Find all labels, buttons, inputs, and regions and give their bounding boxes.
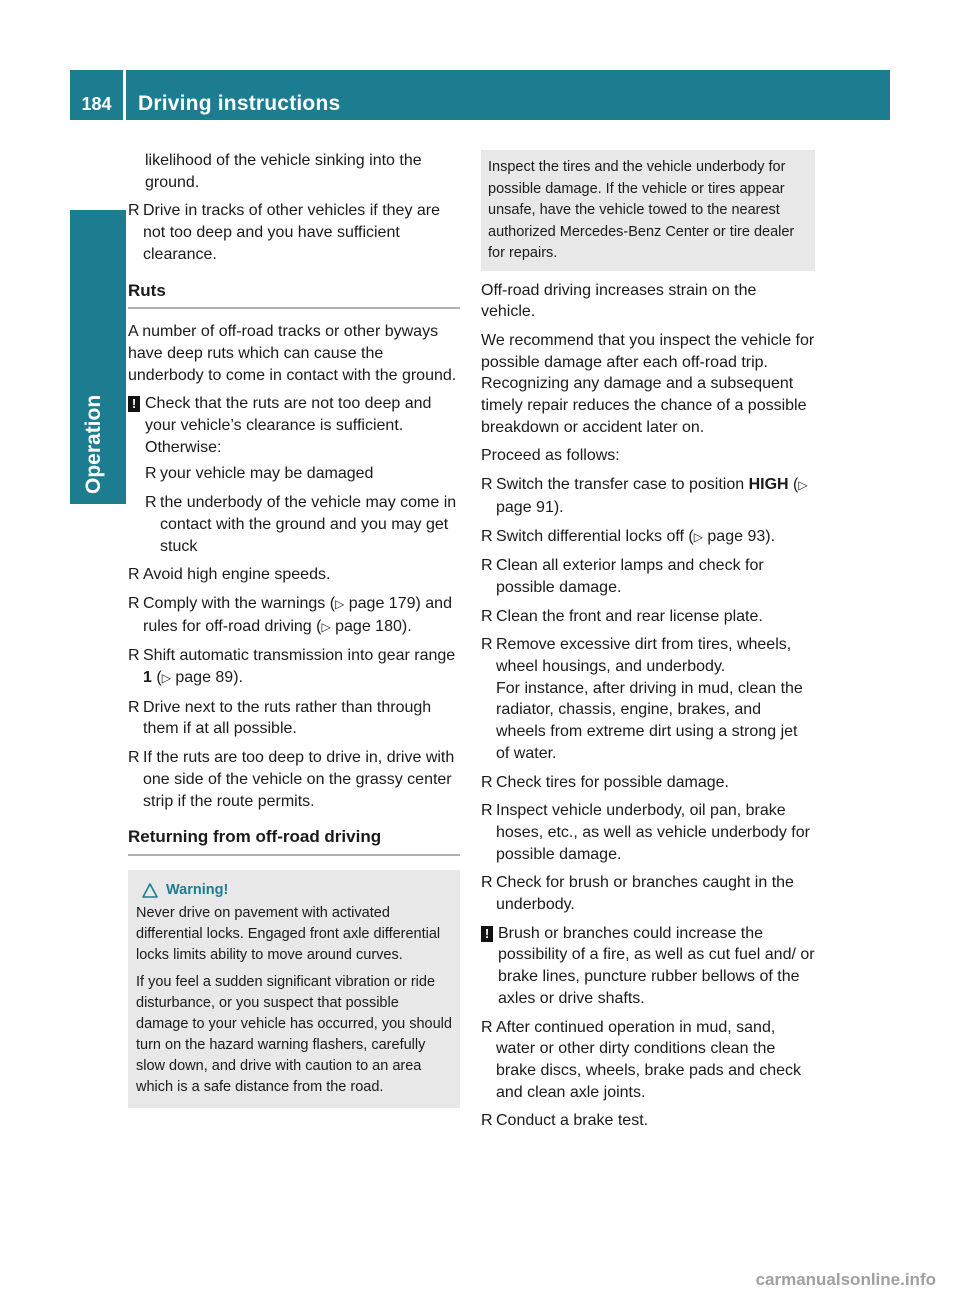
- list-item: [128, 593, 460, 638]
- list-item: [481, 800, 815, 865]
- position-value: HIGH: [748, 476, 789, 494]
- list-item-text: your vehicle may be damaged: [160, 465, 374, 483]
- page-ref-arrow-icon: ▷: [161, 671, 171, 686]
- note-sublist: [145, 463, 460, 557]
- bullet-mark: R: [481, 1112, 493, 1130]
- page-header: [70, 70, 890, 120]
- bullet-mark: R: [481, 802, 493, 820]
- page-ref-arrow-icon: ▷: [335, 596, 345, 611]
- page-ref-arrow-icon: ▷: [321, 619, 331, 634]
- list-item-text: [143, 647, 455, 686]
- warning-triangle-icon: [142, 883, 158, 898]
- info-box: [481, 150, 815, 271]
- gear-range-value: 1: [143, 669, 152, 687]
- bullet-mark: R: [481, 874, 493, 892]
- list-item: [481, 606, 815, 628]
- bullet-mark: R: [481, 557, 493, 575]
- list-item-text: the underbody of the vehicle may come in contact with the ground and you may get stuck: [160, 494, 457, 555]
- list-item: [481, 474, 815, 518]
- list-item-text: [143, 595, 452, 635]
- note-text: Brush or branches could increase the possibility of a fire, as well as cut fuel and/ or brake lines, puncture rubber bellows of the axles or drive shafts.: [498, 924, 815, 1007]
- text-segment: Shift automatic transmission into gear range: [143, 647, 456, 665]
- paragraph: Off-road driving increases strain on the vehicle.: [481, 281, 757, 321]
- brush-note: [481, 923, 815, 1010]
- warning-paragraph: If you feel a sudden significant vibration or ride disturbance, or you suspect that possible damage to your vehicle has occurred, you should turn on the hazard warning flashers, carefully slow down, and drive with caution to an area which is a safe distance from the road.: [136, 973, 452, 1095]
- bullet-mark: R: [145, 465, 157, 483]
- page-ref-link[interactable]: page 89).: [170, 669, 243, 687]
- bullet-mark: R: [145, 494, 157, 512]
- page-ref-arrow-icon: ▷: [693, 529, 703, 544]
- page-ref-link[interactable]: page 93).: [702, 527, 776, 545]
- left-column: [128, 150, 460, 1108]
- info-text: Inspect the tires and the vehicle underbody for possible damage. If the vehicle or tires appear unsafe, have the vehicle towed to the nearest authorized Mercedes-Benz Center or tire dealer for repairs.: [488, 159, 795, 261]
- list-item-text: Drive in tracks of other vehicles if they are not too deep and you have sufficient clearance.: [143, 202, 441, 263]
- bullet-mark: R: [481, 527, 493, 545]
- intro-continuation: likelihood of the vehicle sinking into the ground.: [145, 152, 422, 191]
- bullet-mark: R: [128, 698, 140, 716]
- page-ref-link[interactable]: page 91).: [496, 498, 564, 516]
- returning-heading: Returning from off-road driving: [128, 826, 460, 856]
- list-item: [128, 697, 460, 740]
- warning-title-text: Warning!: [166, 881, 229, 898]
- warning-box: [128, 870, 460, 1108]
- list-item-text: Check for brush or branches caught in the underbody.: [496, 874, 794, 914]
- text-segment: (: [151, 669, 162, 687]
- bullet-mark: R: [481, 1018, 493, 1036]
- list-item-text: [496, 636, 803, 762]
- page-ref-link[interactable]: page 179) and rules for off-road driving (: [143, 594, 452, 635]
- bullet-mark: R: [128, 202, 140, 220]
- page-title: Driving instructions: [138, 92, 341, 115]
- warning-paragraph: Never drive on pavement with activated differential locks. Engaged front axle differential locks limits ability to move around curves.: [136, 904, 441, 963]
- paragraph: We recommend that you inspect the vehicle for possible damage after each off-road trip. Recognizing any damage and a subsequent timely repair reduces the chance of a possible breakdown or accident later on.: [481, 331, 815, 436]
- text-segment: Comply with the warnings (: [143, 594, 336, 612]
- list-item-text: Inspect vehicle underbody, oil pan, brake hoses, etc., as well as vehicle underbody for possible damage.: [496, 802, 810, 863]
- list-item-text: Avoid high engine speeds.: [143, 566, 331, 584]
- list-item: [481, 526, 815, 549]
- exclamation-icon: !: [481, 926, 493, 942]
- text-segment: For instance, after driving in mud, clean the radiator, chassis, engine, brakes, and wheels from extreme dirt using a strong jet of water.: [496, 679, 803, 762]
- text-segment: (: [788, 476, 799, 494]
- list-item-text: Clean the front and rear license plate.: [496, 607, 763, 625]
- list-item: [128, 564, 460, 586]
- list-item: [128, 747, 460, 812]
- exclamation-icon: !: [128, 396, 140, 412]
- bullet-mark: R: [128, 749, 140, 767]
- bullet-mark: R: [481, 636, 493, 654]
- bullet-mark: R: [481, 476, 493, 494]
- list-item: [481, 1017, 815, 1104]
- list-item: [145, 463, 460, 485]
- list-item: [481, 555, 815, 598]
- side-tab-block: [70, 210, 126, 272]
- list-item-text: Clean all exterior lamps and check for possible damage.: [496, 557, 764, 596]
- list-item-text: [496, 528, 775, 545]
- page-number: 184: [70, 70, 126, 120]
- list-item-text: [496, 476, 808, 516]
- warning-title: [136, 880, 452, 901]
- text-segment: Remove excessive dirt from tires, wheels, wheel housings, and underbody.: [496, 636, 792, 676]
- list-item: [481, 1110, 815, 1132]
- ruts-heading: Ruts: [128, 280, 460, 310]
- list-item-text: Conduct a brake test.: [496, 1112, 649, 1130]
- right-column: [481, 150, 815, 1139]
- paragraph: Proceed as follows:: [481, 447, 620, 465]
- list-item: [145, 492, 460, 557]
- list-item: [128, 200, 460, 265]
- ruts-intro: A number of off-road tracks or other byways have deep ruts which can cause the underbody to come in contact with the ground.: [128, 323, 457, 384]
- page-ref-arrow-icon: ▷: [798, 478, 808, 493]
- note-text: Check that the ruts are not too deep and your vehicle’s clearance is sufficient. Otherwise:: [145, 395, 432, 456]
- ruts-note: [128, 393, 460, 557]
- list-item-text: After continued operation in mud, sand, water or other dirty conditions clean the brake discs, wheels, brake pads and check and clean axle joints.: [496, 1018, 802, 1101]
- list-item-text: Check tires for possible damage.: [496, 773, 729, 791]
- bullet-mark: R: [481, 607, 493, 625]
- text-segment: Switch the transfer case to position: [496, 476, 749, 494]
- bullet-mark: R: [128, 566, 140, 584]
- list-item: [128, 645, 460, 689]
- list-item-text: Drive next to the ruts rather than through them if at all possible.: [143, 698, 432, 738]
- watermark: carmanualsonline.info: [755, 1270, 936, 1289]
- list-item: [481, 634, 815, 764]
- list-item-text: If the ruts are too deep to drive in, drive with one side of the vehicle on the grassy center strip if the route permits.: [143, 749, 455, 810]
- bullet-mark: R: [481, 773, 493, 791]
- page-ref-link[interactable]: page 180).: [330, 617, 412, 635]
- bullet-mark: R: [128, 594, 140, 612]
- bullet-mark: R: [128, 647, 140, 665]
- text-segment: Switch differential locks off (: [496, 527, 694, 545]
- list-item: [481, 772, 815, 794]
- list-item: [481, 872, 815, 915]
- section-tab-label: Operation: [82, 394, 105, 494]
